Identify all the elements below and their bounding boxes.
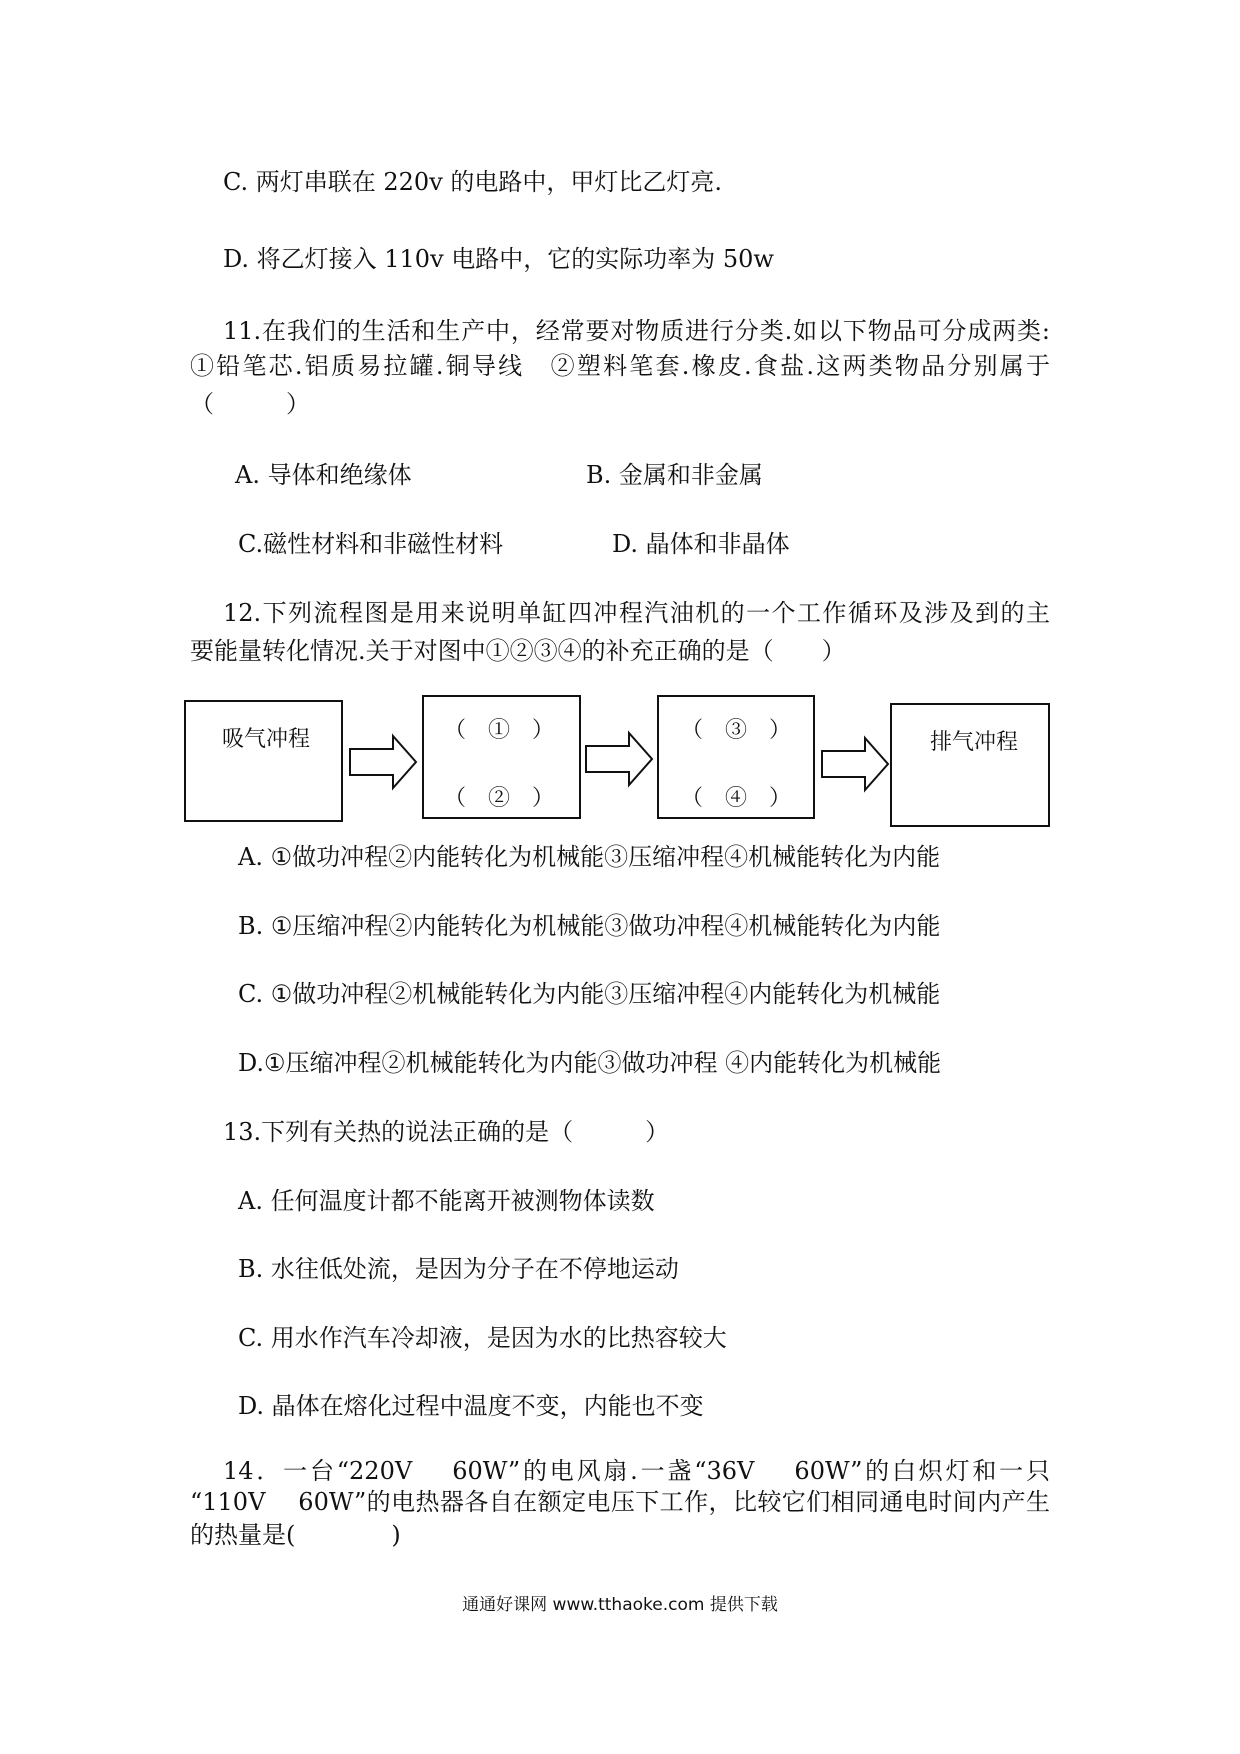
flowchart-box-exhaust xyxy=(890,703,1050,827)
q11-stem-line-1: 11.在我们的生活和生产中，经常要对物质进行分类.如以下物品可分成两类: xyxy=(223,317,1050,345)
blank-2-label: （ ② ） xyxy=(444,786,555,811)
q10-option-c: C. 两灯串联在 220v 的电路中，甲灯比乙灯亮. xyxy=(223,168,723,196)
q12-stem-line-1: 12.下列流程图是用来说明单缸四冲程汽油机的一个工作循环及涉及到的主 xyxy=(223,599,1050,627)
flowchart-box-blank-1-2 xyxy=(422,695,581,819)
q11-option-d: D. 晶体和非晶体 xyxy=(612,530,790,558)
q14-stem-line-1: 14．一台“220V 60W”的电风扇.一盏“36V 60W”的白炽灯和一只 xyxy=(223,1457,1050,1485)
page-footer: 通通好课网 www.tthaoke.com 提供下载 xyxy=(462,1595,778,1615)
q12-option-a: A. ①做功冲程②内能转化为机械能③压缩冲程④机械能转化为内能 xyxy=(238,843,941,871)
q12-option-b: B. ①压缩冲程②内能转化为机械能③做功冲程④机械能转化为内能 xyxy=(238,912,941,940)
q14-stem-line-3: 的热量是( ) xyxy=(190,1521,401,1549)
q10-option-d: D. 将乙灯接入 110v 电路中，它的实际功率为 50w xyxy=(223,245,774,273)
q12-option-c: C. ①做功冲程②机械能转化为内能③压缩冲程④内能转化为机械能 xyxy=(238,980,941,1008)
box-exhaust-label: 排气冲程 xyxy=(930,730,1019,755)
flowchart-box-blank-3-4 xyxy=(657,695,815,819)
flowchart-box-intake xyxy=(184,700,343,822)
q13-option-a: A. 任何温度计都不能离开被测物体读数 xyxy=(238,1187,655,1215)
q14-stem-line-2: “110V 60W”的电热器各自在额定电压下工作，比较它们相同通电时间内产生 xyxy=(190,1488,1050,1516)
q13-option-c: C. 用水作汽车冷却液，是因为水的比热容较大 xyxy=(238,1324,727,1352)
blank-3-label: （ ③ ） xyxy=(681,718,792,743)
q11-option-c: C.磁性材料和非磁性材料 xyxy=(238,530,504,558)
q13-stem: 13.下列有关热的说法正确的是（ ） xyxy=(223,1118,670,1146)
q11-option-b: B. 金属和非金属 xyxy=(586,461,763,489)
right-arrow-icon xyxy=(585,732,653,786)
q11-option-a: A. 导体和绝缘体 xyxy=(235,461,412,489)
q11-answer-blank: （ ） xyxy=(190,390,310,418)
right-arrow-icon xyxy=(821,737,889,791)
q13-option-b: B. 水往低处流，是因为分子在不停地运动 xyxy=(238,1255,679,1283)
q13-option-d: D. 晶体在熔化过程中温度不变，内能也不变 xyxy=(238,1392,704,1420)
blank-1-label: （ ① ） xyxy=(444,718,555,743)
blank-4-label: （ ④ ） xyxy=(681,786,792,811)
q12-option-d: D.①压缩冲程②机械能转化为内能③做功冲程 ④内能转化为机械能 xyxy=(238,1049,942,1077)
right-arrow-icon xyxy=(349,735,417,789)
box-intake-label: 吸气冲程 xyxy=(222,727,311,752)
q12-stem-line-2: 要能量转化情况.关于对图中①②③④的补充正确的是（ ） xyxy=(190,637,846,665)
q11-stem-line-2: ①铅笔芯.铝质易拉罐.铜导线 ②塑料笔套.橡皮.食盐.这两类物品分别属于 xyxy=(190,352,1050,380)
